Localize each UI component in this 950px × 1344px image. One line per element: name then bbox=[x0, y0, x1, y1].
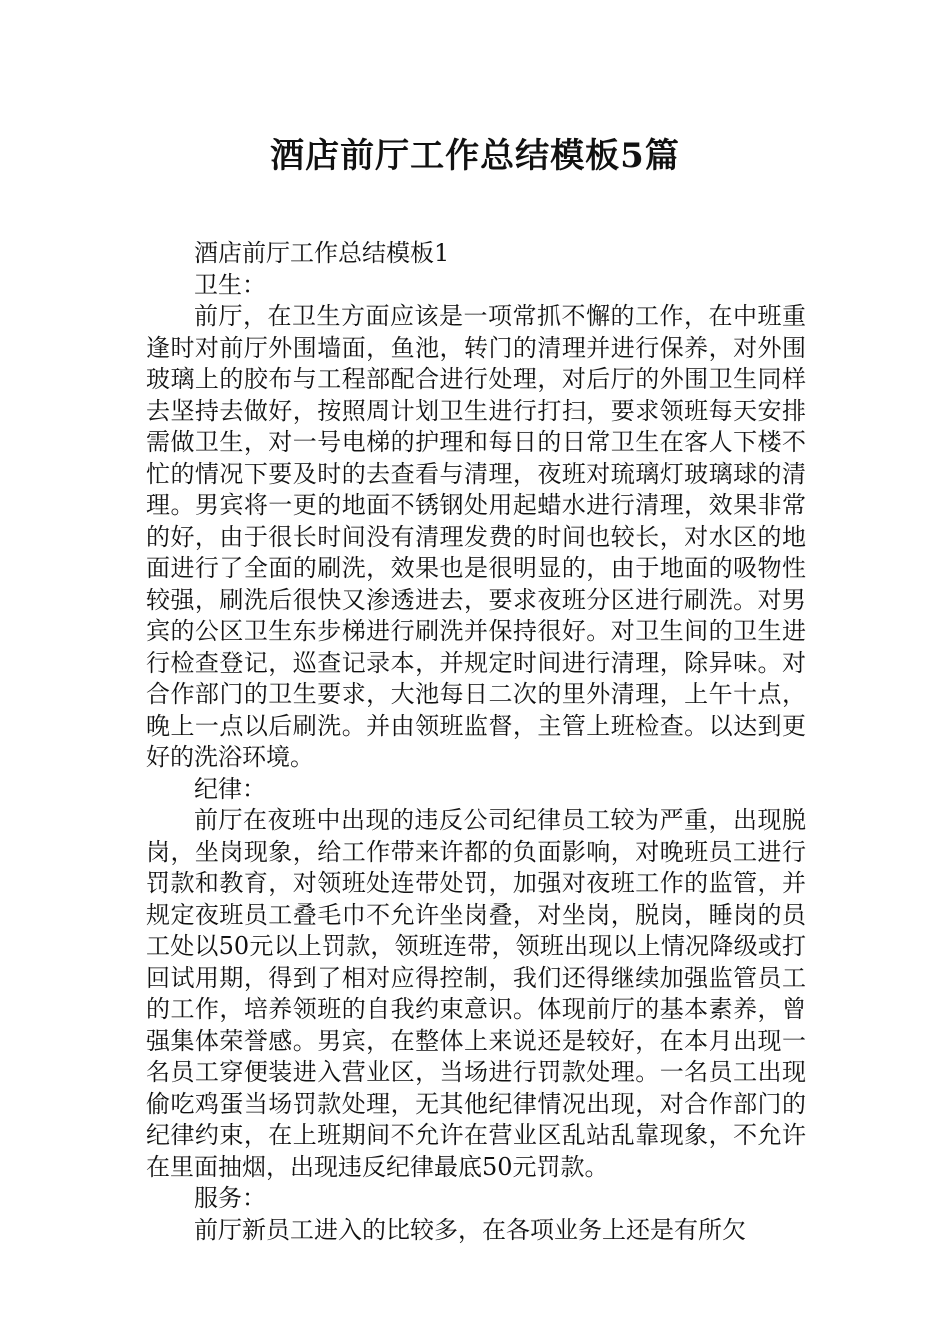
subheading-discipline: 纪律： bbox=[194, 774, 266, 803]
paragraph-service: 前厅新员工进入的比较多，在各项业务上还是有所欠 bbox=[194, 1215, 746, 1244]
paragraph-hygiene: 前厅，在卫生方面应该是一项常抓不懈的工作，在中班重逢时对前厅外围墙面，鱼池，转门的清理并进行保养，对外围玻璃上的胶布与工程部配合进行处理，对后厅的外围卫生同样去坚持去做好，按照周计划卫生进行打扫，要求领班每天安排需做卫生，对一号电梯的护理和每日的日常卫生在客人下楼不忙的情况下要及时的去查看与清理，夜班对琉璃灯玻璃球的清理。男宾将一更的地面不锈钢处用起蜡水进行清理，效果非常的好，由于很长时间没有清理发费的时间也较长，对水区的地面进行了全面的刷洗，效果也是很明显的，由于地面的吸物性较强，刷洗后很快又渗透进去，要求夜班分区进行刷洗。对男宾的公区卫生东步梯进行刷洗并保持很好。对卫生间的卫生进行检查登记，巡查记录本，并规定时间进行清理，除异味。对合作部门的卫生要求，大池每日二次的里外清理，上午十点，晚上一点以后刷洗。并由领班监督，主管上班检查。以达到更好的洗浴环境。 bbox=[146, 302, 806, 771]
section-heading-template-1: 酒店前厅工作总结模板1 bbox=[194, 239, 450, 267]
document-body bbox=[146, 238, 806, 1246]
subheading-service: 服务： bbox=[194, 1184, 266, 1212]
document-title: 酒店前厅工作总结模板5篇 bbox=[270, 136, 680, 176]
subheading-hygiene: 卫生： bbox=[194, 270, 266, 299]
paragraph-discipline: 前厅在夜班中出现的违反公司纪律员工较为严重，出现脱岗，坐岗现象，给工作带来许都的负面影响，对晚班员工进行罚款和教育，对领班处连带处罚，加强对夜班工作的监管，并规定夜班员工叠毛巾不允许坐岗叠，对坐岗，脱岗，睡岗的员工处以50元以上罚款，领班连带，领班出现以上情况降级或打回试用期，得到了相对应得控制，我们还得继续加强监管员工的工作，培养领班的自我约束意识。体现前厅的基本素养，曾强集体荣誉感。男宾，在整体上来说还是较好，在本月出现一名员工穿便装进入营业区，当场进行罚款处理。一名员工出现偷吃鸡蛋当场罚款处理，无其他纪律情况出现，对合作部门的纪律约束，在上班期间不允许在营业区乱站乱靠现象，不允许在里面抽烟，出现违反纪律最底50元罚款。 bbox=[146, 806, 806, 1181]
